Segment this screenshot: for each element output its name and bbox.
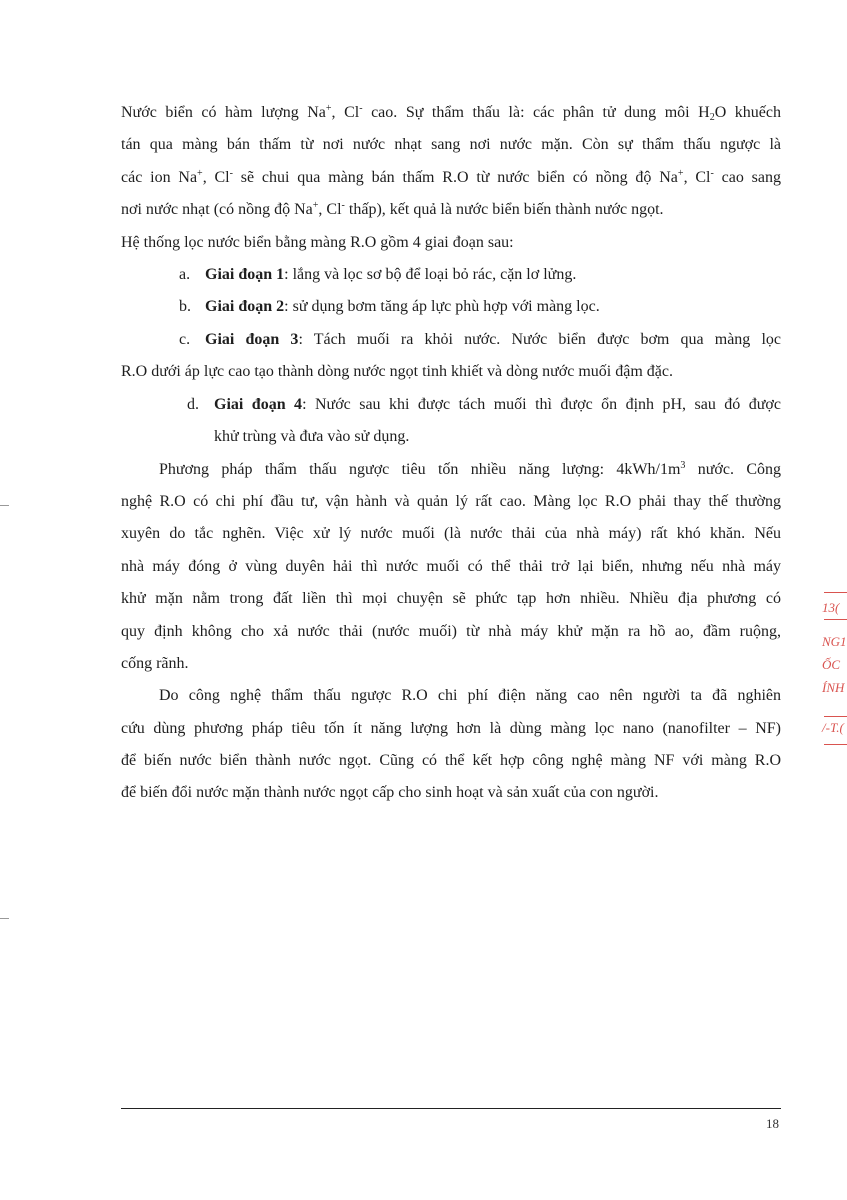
- page-number: 18: [766, 1116, 779, 1131]
- stamp-border-lower: [824, 716, 847, 717]
- stage-a-title: Giai đoạn 1: [205, 266, 285, 283]
- stage-a-marker: a.: [179, 266, 191, 283]
- stamp-text-2: NG1: [822, 634, 847, 649]
- scan-mark-left-2: [0, 918, 9, 919]
- paragraph-1-line-2: tán qua màng bán thấm từ nơi nước nhạt sang nơi nước mặn. Còn sự thẩm thấu ngược là: [121, 136, 781, 153]
- stage-d-title: Giai đoạn 4: [214, 396, 303, 413]
- scan-mark-left-1: [0, 505, 9, 506]
- paragraph-2-line-3: xuyên do tắc nghẽn. Việc xử lý nước muối (là nước thải của nhà máy) rất khó khăn. Nếu: [121, 525, 781, 542]
- paragraph-2-line-5: khử mặn nằm trong đất liền thì mọi chuyện sẽ phức tạp hơn nhiều. Nhiều địa phương có: [121, 590, 781, 607]
- paragraph-3-line-1: Do công nghệ thẩm thấu ngược R.O chi phí điện năng cao nên người ta đã nghiên: [159, 687, 781, 704]
- paragraph-2-line-7: cống rãnh.: [121, 655, 189, 672]
- stage-d-text: Giai đoạn 4: Nước sau khi được tách muối thì được ổn định pH, sau đó được: [214, 396, 781, 413]
- paragraph-2-line-6: quy định không cho xả nước thải (nước muối) từ nhà máy khử mặn ra hồ ao, đầm ruộng,: [121, 623, 781, 640]
- stage-c-marker: c.: [179, 331, 191, 348]
- stage-a-text: Giai đoạn 1: lắng và lọc sơ bộ để loại bỏ rác, cặn lơ lửng.: [205, 266, 577, 283]
- stage-c-continuation: R.O dưới áp lực cao tạo thành dòng nước ngọt tinh khiết và dòng nước muối đậm đặc.: [121, 363, 673, 380]
- paragraph-1-line-4: nơi nước nhạt (có nồng độ Na+, Cl- thấp), kết quả là nước biển biến thành nước ngọt.: [121, 200, 664, 218]
- stamp-border-top: [824, 592, 847, 593]
- paragraph-2-line-1: Phương pháp thẩm thấu ngược tiêu tốn nhiều năng lượng: $4kWh/1m^3$ nước. Công: [159, 460, 781, 478]
- stage-d-marker: d.: [187, 396, 199, 413]
- paragraph-1-line-3: các ion Na+, Cl- sẽ chui qua màng bán thấm R.O từ nước biển có nồng độ Na+, Cl- cao sang: [121, 168, 782, 186]
- paragraph-2-line-4: nhà máy đóng ở vùng duyên hải thì nước muối có thể thải trở lại biển, nhưng nếu nhà máy: [121, 558, 781, 575]
- stages-intro: Hệ thống lọc nước biển bằng màng R.O gồm 4 giai đoạn sau:: [121, 234, 514, 251]
- paragraph-2-line-2: nghệ R.O có chi phí đầu tư, vận hành và quản lý rất cao. Màng lọc R.O phải thay thế thường: [121, 493, 781, 510]
- stage-b-text: Giai đoạn 2: sử dụng bơm tăng áp lực phù hợp với màng lọc.: [205, 298, 600, 315]
- stamp-text-3: ỐC: [822, 657, 841, 672]
- footer-rule: [121, 1108, 781, 1109]
- paragraph-3-line-2: cứu dùng phương pháp tiêu tốn ít năng lượng hơn là dùng màng lọc nano (nanofilter – NF): [121, 720, 781, 737]
- stamp-text-1: 13(: [822, 600, 840, 615]
- paragraph-3-line-3: để biến nước biển thành nước ngọt. Cũng có thể kết hợp công nghệ màng NF với màng R.O: [121, 752, 781, 769]
- stage-c-title: Giai đoạn 3: [205, 331, 299, 348]
- stamp-text-4: ÍNH: [822, 680, 845, 695]
- stamp-text-5: /-T.(: [822, 720, 844, 735]
- paragraph-1-line-1: Nước biển có hàm lượng Na+, Cl- cao. Sự thẩm thấu là: các phân tử dung môi $H_2O$ khuếch: [121, 103, 781, 123]
- stage-d-continuation: khử trùng và đưa vào sử dụng.: [214, 428, 410, 445]
- paragraph-3-line-4: để biến đổi nước mặn thành nước ngọt cấp cho sinh hoạt và sản xuất của con người.: [121, 784, 659, 801]
- stamp-border-bottom: [824, 744, 847, 745]
- stage-b-marker: b.: [179, 298, 191, 315]
- stage-b-title: Giai đoạn 2: [205, 298, 285, 315]
- stamp-border-mid: [824, 619, 847, 620]
- stage-c-text: Giai đoạn 3: Tách muối ra khỏi nước. Nước biển được bơm qua màng lọc: [205, 331, 781, 348]
